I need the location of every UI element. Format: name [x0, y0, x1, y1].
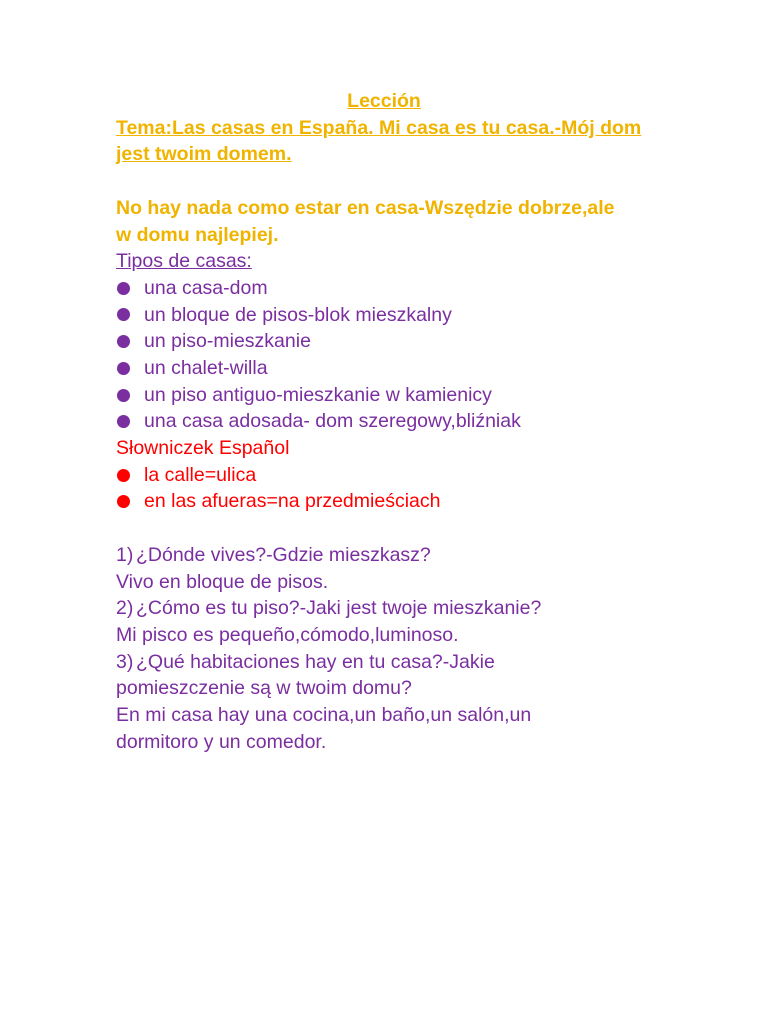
question-text: ¿Dónde vives?-Gdzie mieszkasz?: [136, 543, 431, 566]
lesson-title: Lección: [347, 90, 421, 112]
topic-line-2: jest twoim domem.: [116, 143, 292, 166]
saying-line-2: w domu najlepiej.: [116, 223, 279, 246]
bullet-icon: [117, 469, 130, 482]
document-body: [116, 88, 676, 755]
bullet-icon: [117, 335, 130, 348]
list-item: [116, 488, 676, 515]
list-item-text: un chalet-willa: [144, 356, 268, 379]
question-number: 3): [116, 650, 134, 673]
question-text: ¿Qué habitaciones hay en tu casa?-Jakie: [136, 650, 495, 673]
list-item: [116, 382, 676, 409]
list-item: [116, 328, 676, 355]
answer-3-line-2: dormitoro y un comedor.: [116, 730, 327, 753]
list-item-text: una casa-dom: [144, 276, 268, 299]
topic-line-1: Tema:Las casas en España. Mi casa es tu casa.-Mój dom: [116, 116, 642, 139]
spacer: [116, 168, 676, 195]
list-item: [116, 355, 676, 382]
qa-section: [116, 542, 676, 756]
answer-3-line-1: En mi casa hay una cocina,un baño,un salón,un: [116, 704, 532, 727]
question-number: 2): [116, 597, 134, 620]
list-item-text: un piso-mieszkanie: [144, 330, 311, 353]
question-3: [116, 649, 676, 676]
bullet-icon: [117, 308, 130, 321]
bullet-icon: [117, 495, 130, 508]
list-item-text: en las afueras=na przedmieściach: [144, 490, 441, 513]
bullet-icon: [117, 389, 130, 402]
question-number: 1): [116, 543, 134, 566]
types-heading: Tipos de casas:: [116, 250, 252, 273]
list-item-text: una casa adosada- dom szeregowy,bliźniak: [144, 410, 521, 433]
question-text: ¿Cómo es tu piso?-Jaki jest twoje mieszkanie?: [136, 597, 542, 620]
bullet-icon: [117, 282, 130, 295]
list-item: [116, 408, 676, 435]
bullet-icon: [117, 362, 130, 375]
answer-2: Mi pisco es pequeño,cómodo,luminoso.: [116, 623, 459, 646]
question-3-continued: pomieszczenie są w twoim domu?: [116, 677, 412, 700]
vocab-heading: Słowniczek Español: [116, 437, 290, 460]
vocab-list: [116, 462, 676, 515]
list-item: [116, 302, 676, 329]
question-1: [116, 542, 676, 569]
list-item: [116, 275, 676, 302]
spacer: [116, 515, 676, 542]
bullet-icon: [117, 415, 130, 428]
list-item-text: un piso antiguo-mieszkanie w kamienicy: [144, 383, 492, 406]
list-item-text: la calle=ulica: [144, 463, 257, 486]
question-2: [116, 595, 676, 622]
list-item-text: un bloque de pisos-blok mieszkalny: [144, 303, 452, 326]
saying-line-1: No hay nada como estar en casa-Wszędzie dobrze,ale: [116, 196, 615, 219]
answer-1: Vivo en bloque de pisos.: [116, 570, 329, 593]
types-list: [116, 275, 676, 435]
list-item: [116, 462, 676, 489]
